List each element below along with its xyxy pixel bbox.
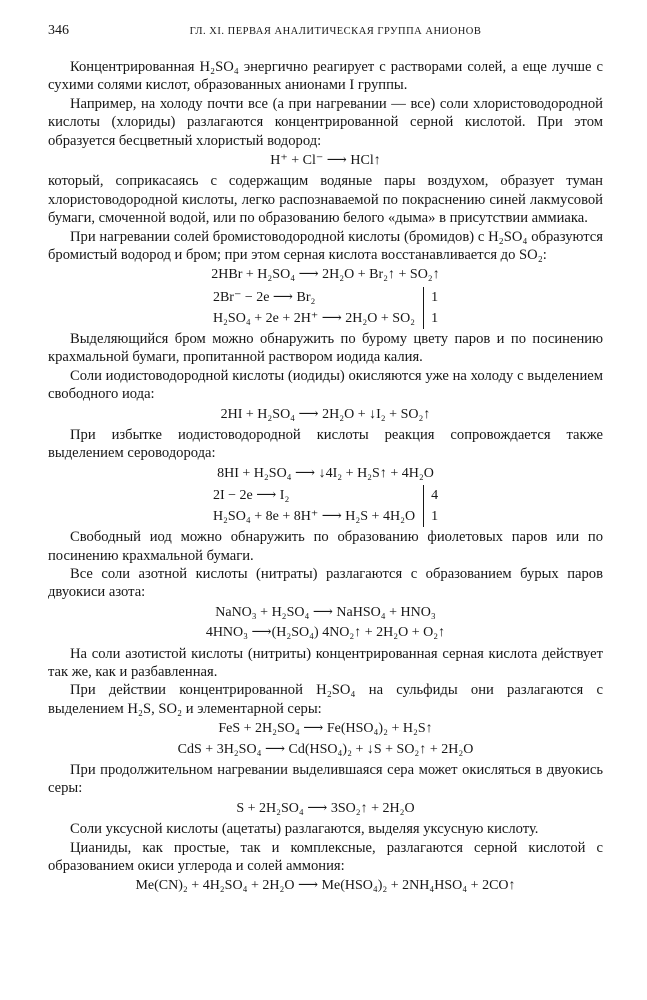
redox-balance-2 xyxy=(48,485,603,527)
equation-9: S + 2H₂SO₄ ⟶ 3SO₂↑ + 2H₂O xyxy=(236,800,415,816)
equation-7: FeS + 2H₂SO₄ ⟶ Fe(HSO₄)₂ + H₂S↑ xyxy=(218,721,433,737)
equation-6: 4HNO₃ ⟶(H₂SO₄) 4NO₂↑ + 2H₂O + O₂↑ xyxy=(205,625,446,641)
equation-4: 8HI + H₂SO₄ ⟶ ↓4I₂ + H₂S↑ + 4H₂O xyxy=(217,465,434,481)
paragraph-1: Концентрированная H₂SO₄ энергично реагирует с растворами солей, а еще лучше с сухими солями кислот, образованных анионами I группы. xyxy=(48,59,603,94)
page-header xyxy=(48,22,603,44)
equation-8: CdS + 3H₂SO₄ ⟶ Cd(HSO₄)₂ + ↓S + SO₂↑ + 2H₂O xyxy=(177,741,474,757)
coefficient: 1 xyxy=(431,509,439,525)
paragraph-6: Соли иодистоводородной кислоты (иодиды) окисляются уже на холоду с выделением свободного иода: xyxy=(48,367,603,403)
equation-5: NaNO₃ + H₂SO₄ ⟶ NaHSO₄ + HNO₃ xyxy=(215,604,436,620)
coefficient: 1 xyxy=(431,310,439,326)
paragraph-4: При нагревании солей бромистоводородной кислоты (бромидов) с H₂SO₄ образуются бромистый водород и бром; при этом серная кислота восстанавливается до SO₂: xyxy=(48,228,603,264)
paragraph-13: Соли уксусной кислоты (ацетаты) разлагаются, выделяя уксусную кислоту. xyxy=(70,821,539,838)
page-number: 346 xyxy=(48,23,69,38)
equation-3: 2HI + H₂SO₄ ⟶ 2H₂O + ↓I₂ + SO₂↑ xyxy=(220,406,431,422)
half-reaction: 2I − 2e ⟶ I₂ xyxy=(212,488,290,504)
redox-balance-1 xyxy=(48,287,603,329)
equation-2: 2HBr + H₂SO₄ ⟶ 2H₂O + Br₂↑ + SO₂↑ xyxy=(211,267,440,283)
paragraph-10: На соли азотистой кислоты (нитриты) концентрированная серная кислота действует так же, как и разбавленная. xyxy=(48,645,603,680)
paragraph-3: который, соприкасаясь с содержащим водяные пары воздухом, образует туман хлористоводородной кислоты, легко распознаваемой по покраснению синей лакмусовой бумаги, смоченной водой, или по образованию белого «дыма» в присутствии аммиака. xyxy=(48,173,603,227)
half-reaction: H₂SO₄ + 2e + 2H⁺ ⟶ 2H₂O + SO₂ xyxy=(212,310,416,326)
equation-10: Me(CN)₂ + 4H₂SO₄ + 2H₂O ⟶ Me(HSO₄)₂ + 2NH₄HSO₄ + 2CO↑ xyxy=(135,878,516,894)
half-reaction: H₂SO₄ + 8e + 8H⁺ ⟶ H₂S + 4H₂O xyxy=(212,509,416,525)
paragraph-2: Например, на холоду почти все (а при нагревании — все) соли хлористоводородной кислоты (хлориды) разлагаются концентрированной серной кислотой. При этом образуется бесцветный хлористый водород: xyxy=(48,95,603,149)
paragraph-7: При избытке иодистоводородной кислоты реакция сопровождается также выделением сероводорода: xyxy=(48,426,603,462)
paragraph-14: Цианиды, как простые, так и комплексные, разлагаются серной кислотой с образованием окиси углерода и солей аммония: xyxy=(48,839,603,875)
coefficient: 4 xyxy=(431,488,439,504)
paragraph-8: Свободный иод можно обнаружить по образованию фиолетовых паров или по посинению крахмальной бумаги. xyxy=(48,529,603,564)
half-reaction: 2Br⁻ − 2e ⟶ Br₂ xyxy=(212,289,316,305)
paragraph-9: Все соли азотной кислоты (нитраты) разлагаются с образованием бурых паров двуокиси азота: xyxy=(48,565,603,601)
paragraph-11: При действии концентрированной H₂SO₄ на сульфиды они разлагаются с выделением H₂S, SO₂ и элементарной серы: xyxy=(48,682,603,717)
running-title: ГЛ. XI. ПЕРВАЯ АНАЛИТИЧЕСКАЯ ГРУППА АНИОНОВ xyxy=(189,26,482,37)
coefficient: 1 xyxy=(431,289,439,305)
paragraph-12: При продолжительном нагревании выделившаяся сера может окисляться в двуокись серы: xyxy=(48,762,603,797)
equation-1: H⁺ + Cl⁻ ⟶ HCl↑ xyxy=(270,153,381,169)
paragraph-5: Выделяющийся бром можно обнаружить по бурому цвету паров и по посинению крахмальной бумаги, пропитанной раствором иодида калия. xyxy=(48,330,603,366)
